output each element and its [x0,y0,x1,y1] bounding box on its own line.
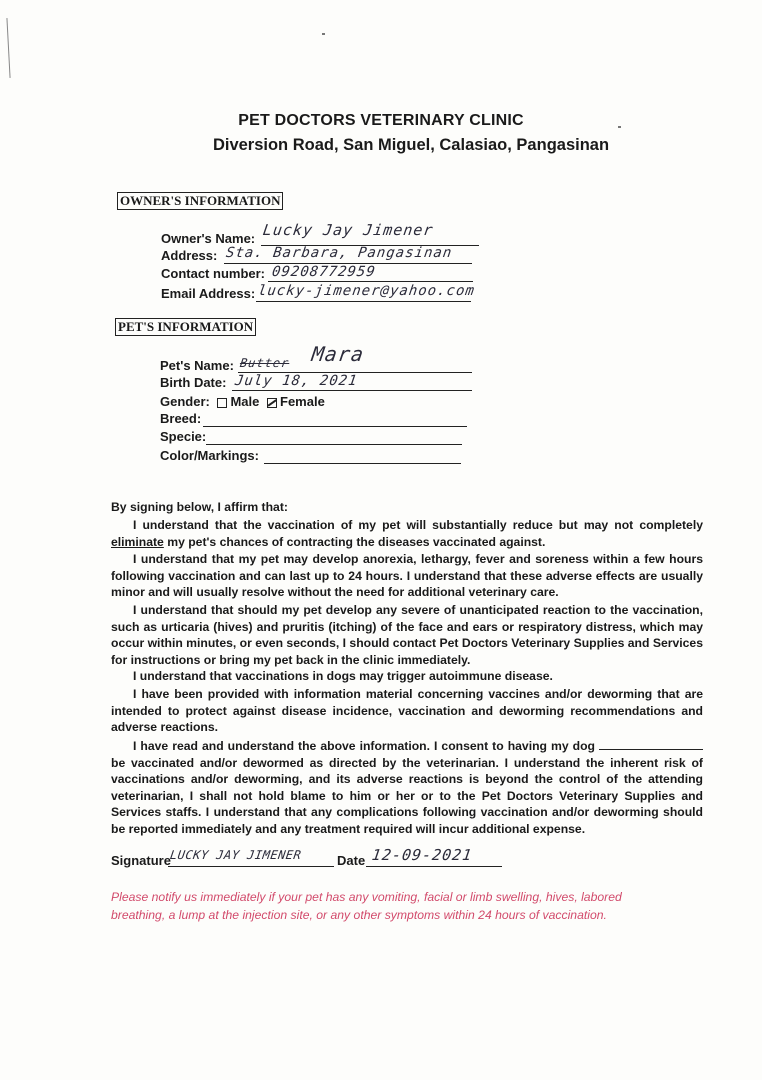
consent-paragraph-4: I understand that vaccinations in dogs may trigger autoimmune disease. [133,669,553,683]
birth-date-line[interactable] [232,390,472,391]
clinic-name: PET DOCTORS VETERINARY CLINIC [238,112,524,129]
color-markings-line[interactable] [264,463,461,464]
owner-name-value: Lucky Jay Jimener [261,221,435,239]
address-value: Sta. Barbara, Pangasinan [224,245,454,261]
date-label: Date [337,853,366,868]
clinic-address: Diversion Road, San Miguel, Calasiao, Pangasinan [212,136,610,154]
consent-p1-text-a: I understand that the vaccination of my pet will substantially reduce but may not completely [133,518,703,532]
contact-number-label: Contact number: [161,266,265,281]
specie-label: Specie: [160,429,207,444]
address-label: Address: [161,248,218,263]
consent-paragraph-3: I understand that should my pet develop any severe of unanticipated reaction to the vaccination, such as urticaria (hives) and pruritis (itching) of the face and ears or respiratory distress, which may occur within minutes, or even seconds, I should contact Pet Doctors Veterinary Supplies and Services for instructions or bring my pet back in the clinic immediately. [111,603,703,667]
female-option-label: Female [280,394,325,409]
consent-paragraph-5: I have been provided with information material concerning vaccines and/or deworming that are intended to protect against disease incidence, vaccination and deworming recommendations and adverse reactions. [111,687,703,734]
pet-name-label: Pet's Name: [160,358,234,373]
email-label: Email Address: [161,286,256,301]
scan-artifact-line [6,18,10,78]
color-markings-label: Color/Markings: [160,448,259,463]
male-checkbox[interactable] [217,398,227,408]
consent-p6-text-b: be vaccinated and/or dewormed as directed by the veterinarian. I understand the inherent risk of vaccinations and/or deworming, and its adverse reactions is beyond the control of the attending veterinarian, I shall not hold blame to him or her or to the Pet Doctors Veterinary Supplies and Services staffs. I understand that any complications following vaccination and/or deworming should be reported immediately and any treatment required will incur additional expense. [111,755,703,836]
email-value: lucky-jimener@yahoo.com [256,283,476,299]
pet-section-heading: PET'S INFORMATION [115,318,256,336]
owner-name-label: Owner's Name: [161,231,256,246]
pet-name-value: Mara [310,342,366,366]
scan-artifact-dot [322,33,325,35]
breed-label: Breed: [160,411,202,426]
consent-paragraph-1 [111,517,703,550]
signature-value: LUCKY JAY JIMENER [169,848,303,862]
birth-date-value: July 18, 2021 [233,373,359,389]
gender-field [160,394,325,410]
post-vaccination-notice: Please notify us immediately if your pet has any vomiting, facial or limb swelling, hives, labored breathing, a lump at the injection site, or any other symptoms within 24 hours of vaccination. [111,890,622,922]
contact-number-value: 09208772959 [270,264,377,280]
consent-p1-underlined: eliminate [111,534,164,549]
consent-intro: By signing below, I affirm that: [111,500,288,514]
specie-line[interactable] [206,444,462,445]
signature-line[interactable] [168,866,334,867]
date-value: 12-09-2021 [370,846,474,864]
birth-date-label: Birth Date: [160,375,227,390]
email-line[interactable] [256,301,471,302]
pet-name-struck-value: Butter [239,356,291,370]
consent-paragraph-2: I understand that my pet may develop anorexia, lethargy, fever and soreness within a few hours following vaccination and can last up to 24 hours. I understand that these adverse effects are usually minor and will usually resolve without the need for additional veterinary care. [111,552,703,599]
female-checkbox[interactable] [267,398,277,408]
signature-label: Signature [111,853,171,868]
male-option-label: Male [230,394,260,409]
date-line[interactable] [366,866,502,867]
owner-section-heading: OWNER'S INFORMATION [117,192,283,210]
consent-p1-text-b: my pet's chances of contracting the diseases vaccinated against. [163,534,546,549]
consent-p6-text-a: I have read and understand the above information. I consent to having my dog [133,739,599,753]
consent-paragraph-6 [111,737,703,837]
gender-label: Gender: [160,394,210,409]
breed-line[interactable] [203,426,467,427]
dog-name-blank[interactable] [599,737,703,750]
contact-number-line[interactable] [268,281,473,282]
